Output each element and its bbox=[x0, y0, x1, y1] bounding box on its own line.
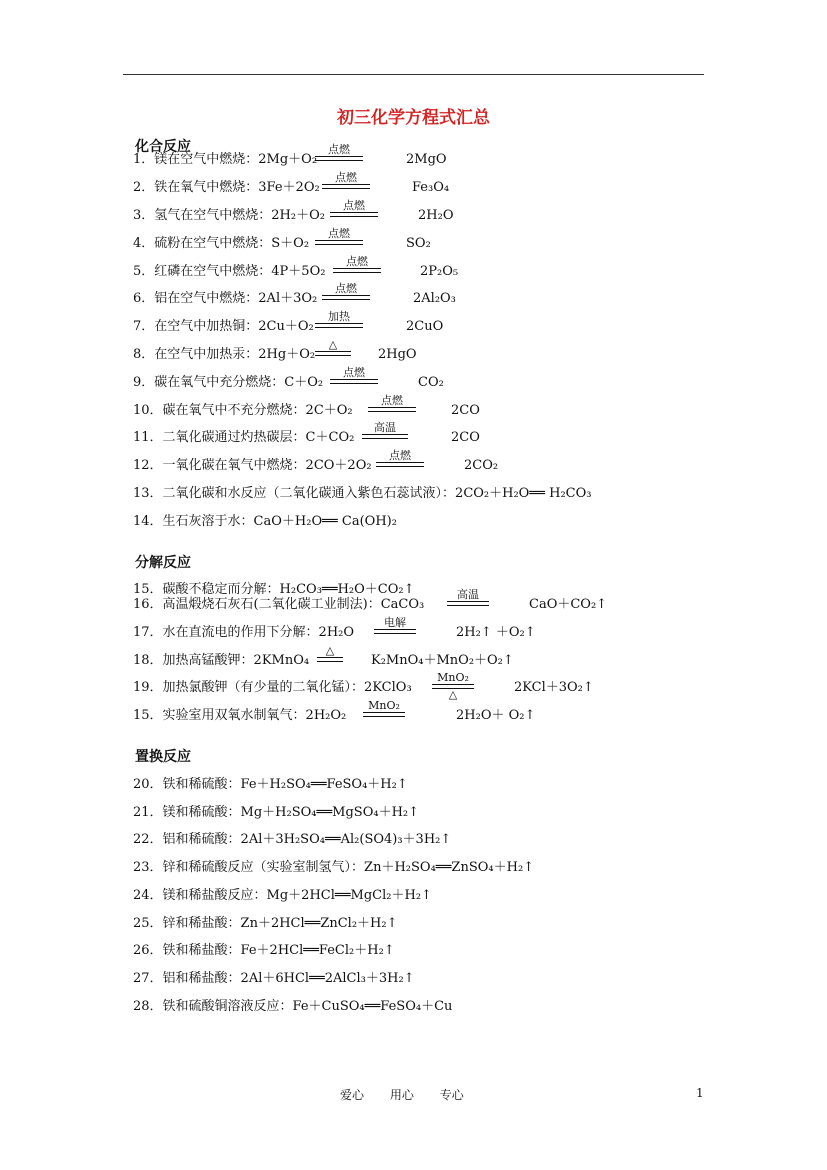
footer-text-c: 专心 bbox=[439, 1088, 464, 1102]
page-title: 初三化学方程式汇总 bbox=[337, 108, 490, 128]
equation-text: 氢气在空气中燃烧：2H₂＋O₂ bbox=[154, 208, 325, 223]
equation-product: 2P₂O₅ bbox=[420, 264, 459, 279]
equals-sign bbox=[315, 351, 351, 356]
equation-text: 高温煅烧石灰石(二氧化碳工业制法)：CaCO₃ bbox=[162, 597, 425, 612]
equation-number: 28． bbox=[133, 999, 163, 1014]
equation-number: 10． bbox=[133, 403, 163, 418]
equation-product: SO₂ bbox=[406, 236, 431, 251]
equals-sign bbox=[330, 379, 378, 384]
equals-sign bbox=[376, 462, 424, 467]
equation-product: CO₂ bbox=[418, 375, 444, 390]
equals-sign bbox=[315, 156, 363, 161]
equation-text: 锌和稀硫酸反应（实验室制氢气）：Zn＋H₂SO₄══ZnSO₄＋H₂↑ bbox=[162, 860, 535, 875]
equals-sign bbox=[374, 629, 416, 634]
equation-product: 2H₂O bbox=[418, 208, 454, 223]
equation-text: 镁在空气中燃烧：2Mg＋O₂ bbox=[154, 152, 318, 167]
equation-text: 碳在氧气中不充分燃烧：2C＋O₂ bbox=[162, 403, 353, 418]
equation-product: 2H₂↑ ＋O₂↑ bbox=[456, 625, 536, 640]
equation-product: K₂MnO₄＋MnO₂＋O₂↑ bbox=[371, 653, 514, 668]
equation-line bbox=[133, 236, 309, 252]
equation-line bbox=[133, 653, 309, 669]
equation-number: 21． bbox=[133, 805, 163, 820]
equation-line bbox=[133, 888, 432, 904]
reaction-condition: 点燃 bbox=[343, 199, 365, 212]
equals-sign bbox=[330, 212, 378, 217]
equals-sign bbox=[317, 657, 343, 662]
equation-line bbox=[133, 458, 372, 474]
equation-product: 2CO bbox=[451, 403, 480, 418]
equation-product: 2HgO bbox=[378, 347, 417, 362]
equals-sign bbox=[322, 184, 370, 189]
section-combination: 化合反应 bbox=[135, 139, 191, 155]
equation-product: Fe₃O₄ bbox=[412, 180, 450, 195]
equation-number: 12． bbox=[133, 458, 163, 473]
equation-line bbox=[133, 860, 534, 876]
equation-line bbox=[133, 971, 415, 987]
equation-line bbox=[133, 180, 320, 196]
equation-line bbox=[133, 582, 414, 598]
reaction-condition: 电解 bbox=[384, 616, 406, 629]
equation-text: 红磷在空气中燃烧：4P＋5O₂ bbox=[154, 264, 326, 279]
equation-number: 8． bbox=[133, 347, 155, 362]
equation-line bbox=[133, 264, 325, 280]
reaction-condition: 点燃 bbox=[335, 282, 357, 295]
equation-line bbox=[133, 514, 397, 530]
equation-text: 水在直流电的作用下分解：2H₂O bbox=[162, 625, 355, 640]
equation-product: 2H₂O＋ O₂↑ bbox=[456, 708, 536, 723]
equation-product: 2CO bbox=[451, 430, 480, 445]
equation-text: 铁在氧气中燃烧：3Fe＋2O₂ bbox=[154, 180, 320, 195]
equation-text: 加热高锰酸钾：2KMnO₄ bbox=[162, 653, 310, 668]
equation-text: 铁和硫酸铜溶液反应：Fe＋CuSO₄══FeSO₄＋Cu bbox=[162, 999, 453, 1014]
equation-text: 碳在氧气中充分燃烧：C＋O₂ bbox=[154, 375, 324, 390]
section-displacement: 置换反应 bbox=[135, 749, 191, 765]
reaction-condition: 点燃 bbox=[346, 255, 368, 268]
equation-line bbox=[133, 680, 412, 696]
reaction-condition: MnO₂ bbox=[368, 699, 400, 712]
equals-sign bbox=[363, 712, 405, 717]
equation-number: 7． bbox=[133, 319, 155, 334]
equation-number: 3． bbox=[133, 208, 155, 223]
equation-line bbox=[133, 777, 408, 793]
equation-number: 18． bbox=[133, 653, 163, 668]
equation-text: 铁和稀硫酸：Fe＋H₂SO₄══FeSO₄＋H₂↑ bbox=[162, 777, 408, 792]
equation-number: 20． bbox=[133, 777, 163, 792]
equation-line bbox=[133, 999, 452, 1015]
equation-text: 铝和稀硫酸：2Al＋3H₂SO₄══Al₂(SO4)₃＋3H₂↑ bbox=[162, 832, 452, 847]
equation-product: 2CuO bbox=[406, 319, 444, 334]
reaction-condition: 高温 bbox=[374, 421, 396, 434]
equation-line bbox=[133, 625, 354, 641]
equation-product: 2Al₂O₃ bbox=[413, 291, 456, 306]
equation-text: 硫粉在空气中燃烧：S＋O₂ bbox=[154, 236, 310, 251]
section-decomposition: 分解反应 bbox=[135, 555, 191, 571]
reaction-condition: 点燃 bbox=[328, 143, 350, 156]
equation-number: 16． bbox=[133, 597, 163, 612]
equation-product: CaO＋CO₂↑ bbox=[529, 597, 608, 612]
equation-number: 14． bbox=[133, 514, 163, 529]
equation-text: 实验室用双氧水制氧气：2H₂O₂ bbox=[162, 708, 347, 723]
equation-text: 镁和稀盐酸反应：Mg＋2HCl══MgCl₂＋H₂↑ bbox=[162, 888, 432, 903]
equation-line bbox=[133, 375, 323, 391]
equation-number: 4． bbox=[133, 236, 155, 251]
equation-line bbox=[133, 943, 395, 959]
footer bbox=[340, 1086, 486, 1103]
equation-text: 二氧化碳通过灼热碳层：C＋CO₂ bbox=[162, 430, 355, 445]
equation-line bbox=[133, 208, 325, 224]
equation-line bbox=[133, 291, 317, 307]
equation-number: 11． bbox=[133, 430, 163, 445]
reaction-condition: 高温 bbox=[457, 588, 479, 601]
equation-number: 9． bbox=[133, 375, 155, 390]
equation-number: 15． bbox=[133, 582, 163, 597]
equation-text: 铝和稀盐酸：2Al＋6HCl══2AlCl₃＋3H₂↑ bbox=[162, 971, 415, 986]
equation-text: 加热氯酸钾（有少量的二氧化锰）：2KClO₃ bbox=[162, 680, 412, 695]
equation-number: 2． bbox=[133, 180, 155, 195]
equals-sign bbox=[368, 407, 416, 412]
footer-text-a: 爱心 bbox=[340, 1088, 365, 1102]
equation-number: 15． bbox=[133, 708, 163, 723]
equation-number: 19． bbox=[133, 680, 163, 695]
reaction-condition: MnO₂ bbox=[437, 671, 469, 684]
equation-number: 22． bbox=[133, 832, 163, 847]
equation-text: 在空气中加热铜：2Cu＋O₂ bbox=[154, 319, 314, 334]
reaction-condition: 点燃 bbox=[381, 394, 403, 407]
equation-line bbox=[133, 805, 419, 821]
equation-line bbox=[133, 486, 592, 502]
reaction-condition: 点燃 bbox=[335, 171, 357, 184]
equals-sign bbox=[315, 240, 363, 245]
reaction-condition: 点燃 bbox=[328, 227, 350, 240]
equation-text: 二氧化碳和水反应（二氧化碳通入紫色石蕊试液）：2CO₂＋H₂O══ H₂CO₃ bbox=[162, 486, 592, 501]
equals-sign bbox=[315, 323, 363, 328]
reaction-condition-below: △ bbox=[448, 688, 458, 701]
equation-number: 17． bbox=[133, 625, 163, 640]
equation-text: 生石灰溶于水：CaO＋H₂O══ Ca(OH)₂ bbox=[162, 514, 397, 529]
equation-number: 26． bbox=[133, 943, 163, 958]
equals-sign bbox=[447, 601, 489, 606]
header-rule bbox=[123, 74, 704, 75]
equation-text: 铁和稀盐酸：Fe＋2HCl══FeCl₂＋H₂↑ bbox=[162, 943, 395, 958]
equation-line bbox=[133, 708, 346, 724]
reaction-condition: 点燃 bbox=[343, 366, 365, 379]
reaction-condition: 点燃 bbox=[389, 449, 411, 462]
equation-number: 24． bbox=[133, 888, 163, 903]
equation-number: 27． bbox=[133, 971, 163, 986]
equation-line bbox=[133, 319, 314, 335]
equation-text: 在空气中加热汞：2Hg＋O₂ bbox=[154, 347, 316, 362]
footer-text-b: 用心 bbox=[389, 1088, 414, 1102]
equation-number: 25． bbox=[133, 916, 163, 931]
equation-line bbox=[133, 916, 397, 932]
equation-text: 镁和稀硫酸：Mg＋H₂SO₄══MgSO₄＋H₂↑ bbox=[162, 805, 420, 820]
equals-sign bbox=[322, 295, 370, 300]
equals-sign bbox=[362, 434, 408, 439]
equation-text: 碳酸不稳定而分解：H₂CO₃══H₂O＋CO₂↑ bbox=[162, 582, 415, 597]
equation-product: 2CO₂ bbox=[464, 458, 499, 473]
equation-number: 1． bbox=[133, 152, 155, 167]
equation-line bbox=[133, 347, 315, 363]
equation-text: 铝在空气中燃烧：2Al＋3O₂ bbox=[154, 291, 318, 306]
equation-number: 5． bbox=[133, 264, 155, 279]
equation-line bbox=[133, 152, 317, 168]
equation-line bbox=[133, 832, 451, 848]
equation-line bbox=[133, 403, 353, 419]
equation-line bbox=[133, 597, 424, 613]
equation-product: 2MgO bbox=[406, 152, 447, 167]
equation-text: 一氧化碳在氧气中燃烧：2CO＋2O₂ bbox=[162, 458, 372, 473]
reaction-condition: 加热 bbox=[328, 310, 350, 323]
equation-number: 6． bbox=[133, 291, 155, 306]
equation-text: 锌和稀盐酸：Zn＋2HCl══ZnCl₂＋H₂↑ bbox=[162, 916, 398, 931]
equals-sign bbox=[333, 268, 381, 273]
equation-product: 2KCl＋3O₂↑ bbox=[514, 680, 594, 695]
equation-number: 23． bbox=[133, 860, 163, 875]
page-number: 1 bbox=[696, 1086, 704, 1100]
equation-line bbox=[133, 430, 354, 446]
equation-number: 13． bbox=[133, 486, 163, 501]
reaction-condition: △ bbox=[325, 644, 335, 657]
reaction-condition: △ bbox=[328, 338, 338, 351]
